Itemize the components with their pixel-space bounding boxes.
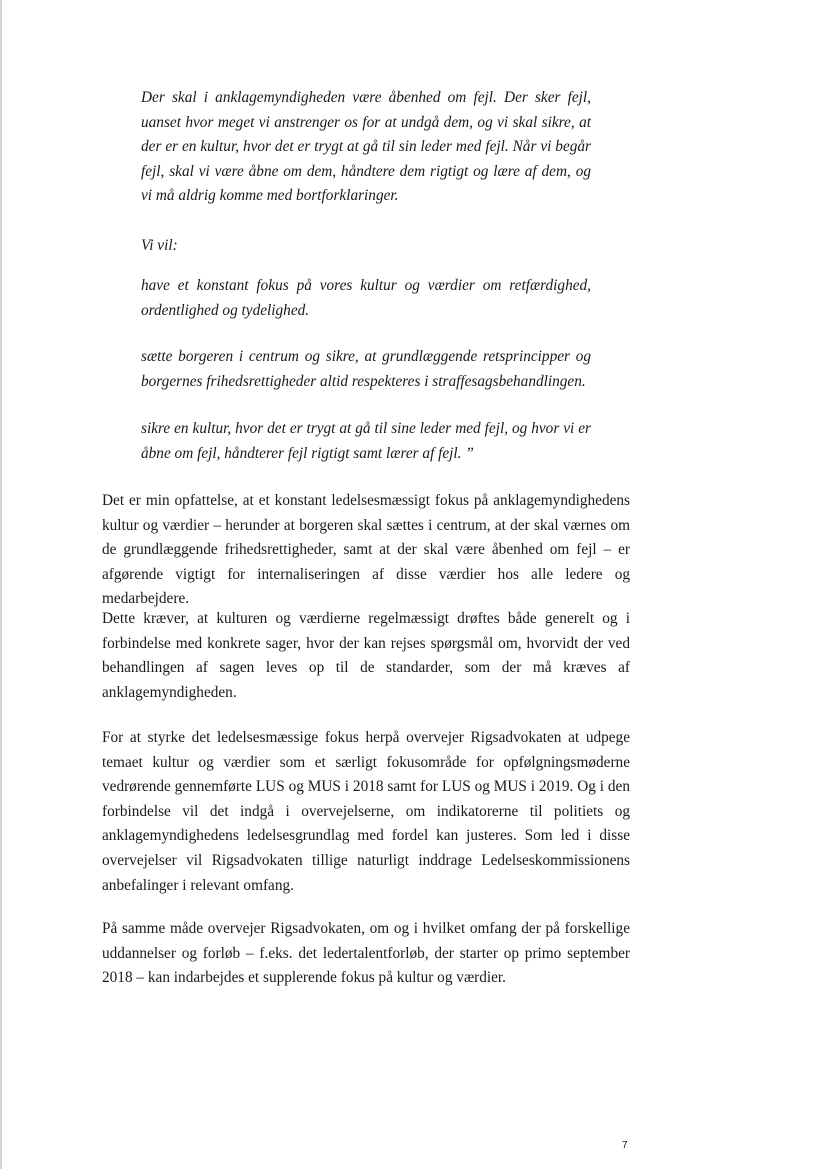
- quote-intro-paragraph: Der skal i anklagemyndigheden være åbenhed om fejl. Der sker fejl, uanset hvor meget vi anstrenger os for at undgå dem, og vi skal sikre, at der er en kultur, hvor det er trygt at gå til sin leder med fejl. Når vi begår fejl, skal vi være åbne om dem, håndtere dem rigtigt og lære af dem, og vi må aldrig komme med bortforklaringer.: [141, 89, 591, 205]
- quote-item-1: have et konstant fokus på vores kultur og værdier om retfærdighed, ordentlighed og tydelighed.: [141, 277, 591, 319]
- body-paragraph-2: Dette kræver, at kulturen og værdierne regelmæssigt drøftes både generelt og i forbindelse med konkrete sager, hvor der kan rejses spørgsmål om, hvorvidt der ved behandlingen af sagen leves op til de standarder, som der må kræves af anklagemyndigheden.: [102, 610, 630, 701]
- quote-item-2: sætte borgeren i centrum og sikre, at grundlæggende retsprincipper og borgernes frihedsrettigheder altid respekteres i straffesagsbehandlingen.: [141, 348, 591, 390]
- quote-lead: Vi vil:: [141, 237, 178, 254]
- page-number: 7: [622, 1140, 628, 1151]
- body-paragraph-4: På samme måde overvejer Rigsadvokaten, om og i hvilket omfang der på forskellige uddannelser og forløb – f.eks. det ledertalentforløb, der starter op primo september 2018 – kan indarbejdes et supplerende fokus på kultur og værdier.: [102, 920, 630, 987]
- page-left-edge: [0, 0, 2, 1169]
- body-paragraph-1: Det er min opfattelse, at et konstant ledelsesmæssigt fokus på anklagemyndighedens kultur og værdier – herunder at borgeren skal sættes i centrum, at der skal værnes om de grundlæggende frihedsrettigheder, samt at der skal være åbenhed om fejl – er afgørende vigtigt for internaliseringen af disse værdier hos alle ledere og medarbejdere.: [102, 492, 630, 608]
- quote-item-3: sikre en kultur, hvor det er trygt at gå til sine leder med fejl, og hvor vi er åbne om fejl, håndterer fejl rigtigt samt lærer af fejl. ”: [141, 420, 591, 462]
- body-paragraph-3: For at styrke det ledelsesmæssige fokus herpå overvejer Rigsadvokaten at udpege temaet kultur og værdier som et særligt fokusområde for opfølgningsmøderne vedrørende gennemførte LUS og MUS i 2018 samt for LUS og MUS i 2019. Og i den forbindelse vil det indgå i overvejelserne, om indikatorerne til politiets og anklagemyndighedens ledelsesgrundlag med fordel kan justeres. Som led i disse overvejelser vil Rigsadvokaten tillige naturligt inddrage Ledelseskommissionens anbefalinger i relevant omfang.: [102, 729, 630, 894]
